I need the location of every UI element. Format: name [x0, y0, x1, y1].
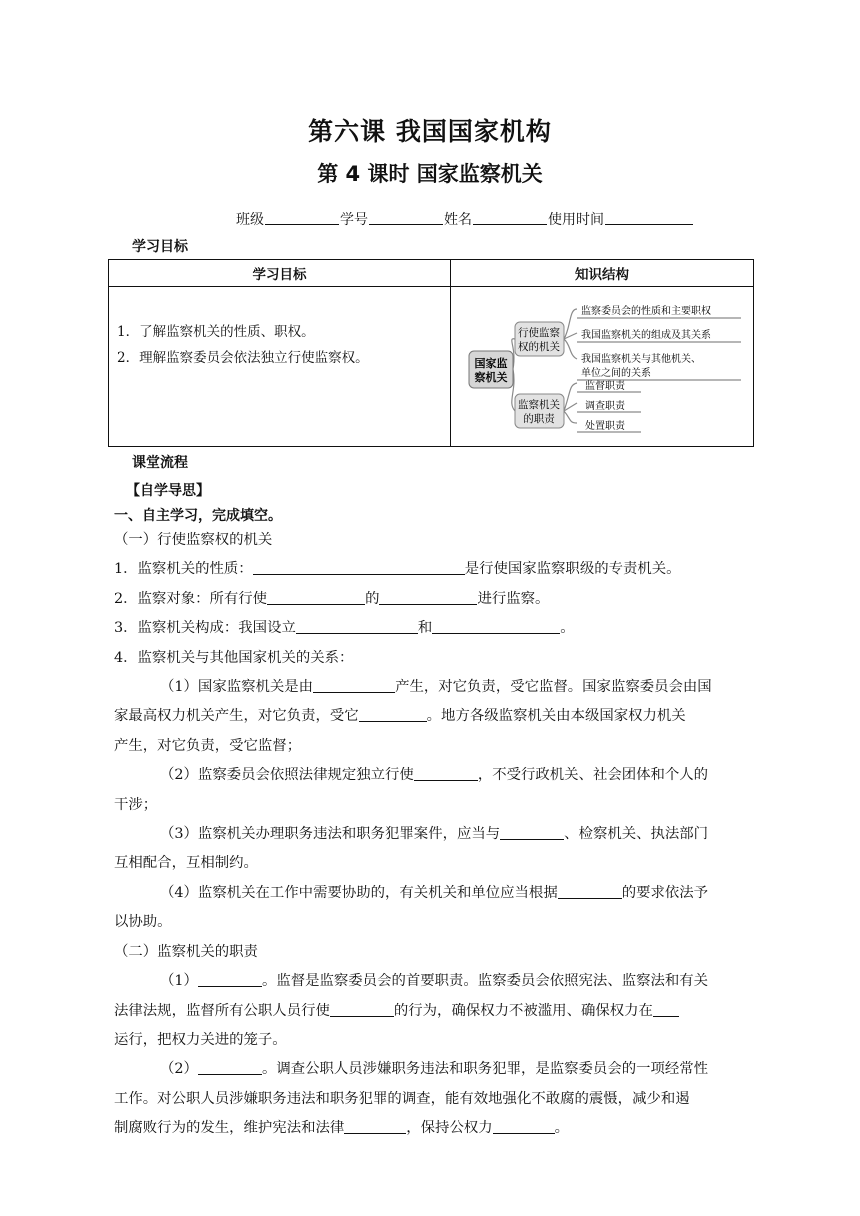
page-title: 第六课 我国国家机构 [308, 117, 552, 146]
para-q2: （2） 。调查公职人员涉嫌职务违法和职务犯罪，是监察委员会的一项经常性 [114, 1055, 742, 1084]
para-q2-cont: 工作。对公职人员涉嫌职务违法和职务犯罪的调查，能有效地强化不敢腐的震慑，减少和遏 [114, 1090, 690, 1107]
sec1-heading: （一）行使监察权的机关 [114, 532, 273, 548]
class-label: 班级 [236, 212, 264, 228]
fill-blank[interactable] [330, 1000, 394, 1017]
branch-label: 监察机关 [518, 399, 560, 411]
branch-label: 行使监察 [518, 327, 560, 339]
para-q2-cont: 制腐败行为的发生，维护宪法和法律 ，保持公权力 。 [114, 1114, 742, 1143]
para-1-cont: 家最高权力机关产生，对它负责，受它 。地方各级监察机关由本级国家权力机关 [114, 702, 742, 731]
root-label: 察机关 [474, 371, 508, 384]
leaf-label: 单位之间的关系 [581, 368, 651, 379]
leaf-label: 处置职责 [585, 421, 625, 432]
structure-cell [451, 287, 754, 447]
page-subtitle: 第 4 课时 国家监察机关 [317, 162, 543, 186]
goals-heading: 学习目标 [132, 239, 188, 255]
exercise-body [114, 526, 742, 1144]
line-3: 3．监察机关构成：我国设立 和 。 [114, 614, 742, 643]
fill-blank[interactable] [313, 676, 395, 693]
structure-col-header: 知识结构 [451, 260, 754, 287]
para-1-cont: 产生，对它负责，受它监督； [114, 737, 302, 754]
fill-blank[interactable] [296, 617, 418, 634]
goal-item: 2．理解监察委员会依法独立行使监察权。 [117, 350, 369, 366]
fill-blank[interactable] [344, 1117, 406, 1134]
para-2-cont: 干涉； [114, 796, 158, 813]
leaf-label: 监察委员会的性质和主要职权 [581, 306, 711, 317]
branch-label: 权的机关 [518, 341, 560, 353]
time-blank[interactable] [605, 210, 693, 225]
line-2: 2．监察对象：所有行使 的 进行监察。 [114, 585, 742, 614]
id-label: 学号 [340, 212, 368, 228]
leaf-label: 我国监察机关与其他机关、 [581, 354, 701, 365]
para-1: （1）国家监察机关是由 产生，对它负责，受它监督。国家监察委员会由国 [114, 673, 742, 702]
fill-blank[interactable] [558, 882, 622, 899]
fill-blank[interactable] [198, 970, 262, 987]
sec2-heading: （二）监察机关的职责 [114, 943, 258, 960]
para-4-cont: 以协助。 [114, 914, 172, 931]
fill-blank[interactable] [379, 588, 477, 605]
goal-item: 1．了解监察机关的性质、职权。 [117, 324, 315, 340]
para-q1: （1） 。监督是监察委员会的首要职责。监察委员会依照宪法、监察法和有关 [114, 967, 742, 996]
fill-blank[interactable] [493, 1117, 555, 1134]
fill-blank[interactable] [432, 617, 560, 634]
para-2: （2）监察委员会依照法律规定独立行使 ，不受行政机关、社会团体和个人的 [114, 761, 742, 790]
part1-heading: 一、自主学习，完成填空。 [114, 508, 282, 524]
knowledge-mindmap [451, 287, 753, 442]
fill-blank[interactable] [500, 823, 564, 840]
para-q1-cont: 法律法规，监督所有公职人员行使 的行为，确保权力不被滥用、确保权力在 [114, 997, 742, 1026]
leaf-label: 监督职责 [585, 381, 625, 392]
fill-blank[interactable] [267, 588, 365, 605]
para-3: （3）监察机关办理职务违法和职务犯罪案件，应当与 、检察机关、执法部门 [114, 820, 742, 849]
line-1: 1．监察机关的性质： 是行使国家监察职级的专责机关。 [114, 555, 742, 584]
name-blank[interactable] [473, 210, 547, 225]
fill-blank[interactable] [414, 764, 478, 781]
leaf-label: 调查职责 [585, 401, 625, 412]
time-label: 使用时间 [548, 212, 604, 228]
goals-col-header: 学习目标 [109, 260, 451, 287]
para-q1-cont: 运行，把权力关进的笼子。 [114, 1031, 287, 1048]
name-label: 姓名 [444, 212, 472, 228]
para-4: （4）监察机关在工作中需要协助的，有关机关和单位应当根据 的要求依法予 [114, 879, 742, 908]
fill-blank[interactable] [359, 705, 427, 722]
fill-blank[interactable] [198, 1058, 262, 1075]
id-blank[interactable] [369, 210, 443, 225]
root-label: 国家监 [474, 357, 508, 370]
goals-cell [109, 287, 451, 447]
class-blank[interactable] [265, 210, 339, 225]
line-4: 4．监察机关与其他国家机关的关系： [114, 649, 354, 666]
goal-list [109, 287, 450, 371]
flow-heading: 课堂流程 [132, 455, 188, 471]
self-study-heading: 【自学导思】 [126, 483, 210, 499]
fill-blank[interactable] [253, 558, 465, 575]
fill-blank[interactable] [653, 1000, 679, 1017]
para-3-cont: 互相配合，互相制约。 [114, 855, 258, 872]
branch-label: 的职责 [523, 413, 555, 425]
goals-table [108, 259, 754, 447]
leaf-label: 我国监察机关的组成及其关系 [581, 330, 711, 341]
student-info-line [236, 209, 694, 229]
